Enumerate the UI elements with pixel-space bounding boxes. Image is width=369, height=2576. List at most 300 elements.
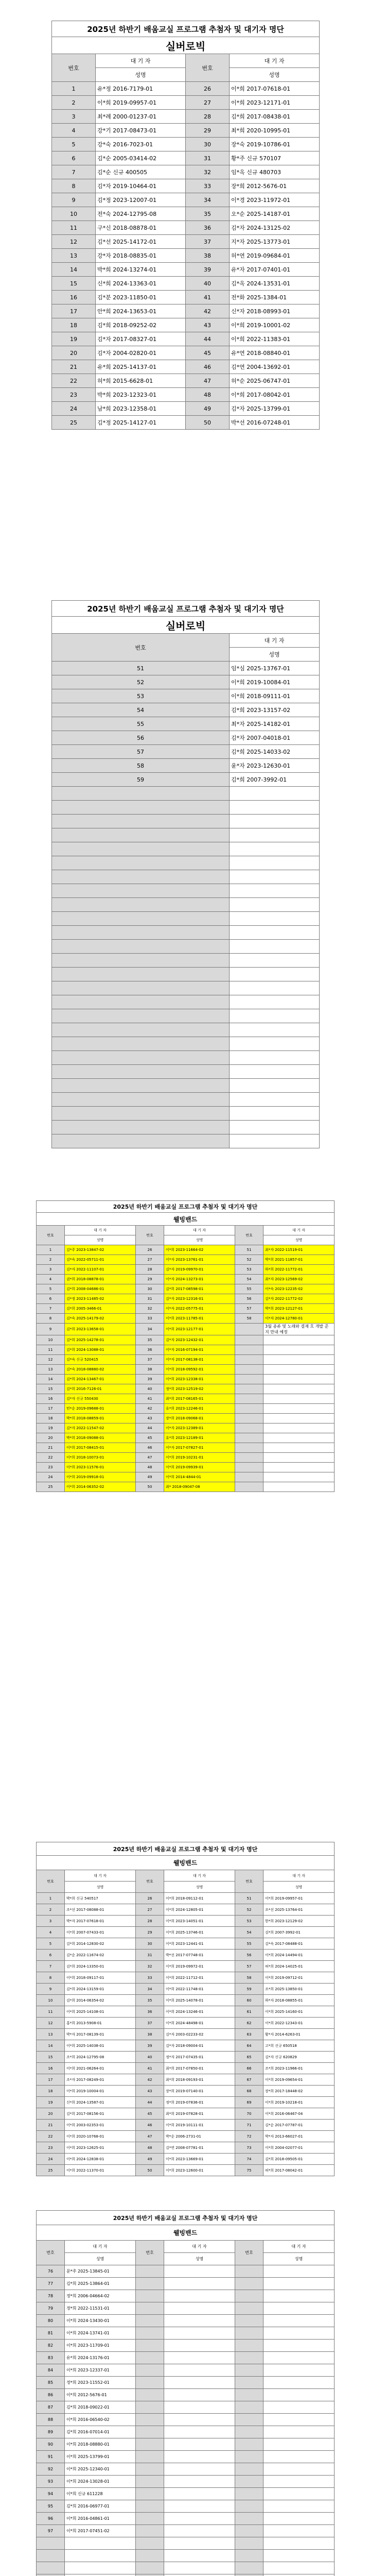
participant-cell: 이*희 2025-13746-01 [164,1927,235,1938]
participant-cell: 김*희 2025-14033-02 [230,745,320,759]
row-number: 11 [37,2006,65,2018]
participant-cell: 허*순 2025-06747-01 [230,374,320,388]
table-row [52,675,320,689]
table-row [37,2131,335,2142]
row-number: 27 [136,1904,164,1916]
participant-cell: 이*희 2021-06264-01 [65,2063,136,2074]
participant-cell: 하*자 2018-08855-01 [263,1995,335,2006]
participant-cell: 김*희 2007-3992-01 [263,1927,335,1938]
row-number: 56 [235,1950,263,1961]
row-number: 69 [235,2097,263,2108]
row-number [235,1375,263,1384]
table-row [52,165,320,179]
table-row [37,2500,335,2513]
participant-cell: 이*희 2025-14078-01 [164,1995,235,2006]
empty-row [52,1023,320,1037]
row-number: 17 [52,304,96,318]
row-number [235,1345,263,1355]
row-number: 21 [37,2120,65,2131]
participant-cell: 이*희 2024-13246-01 [164,2006,235,2018]
table-row [52,360,320,374]
row-number: 51 [52,662,230,675]
participant-cell: 이*희 2023-11664-02 [164,1245,235,1255]
participant-cell: 김*주 2023-13847-02 [65,1245,136,1255]
participant-cell: 김*자 2019-10464-01 [96,179,186,193]
table-row [37,1255,335,1265]
participant-cell: 이*희 2023-11576-01 [65,1463,136,1472]
participant-cell: 이*숙 2023-12235-02 [263,1284,335,1294]
table-row [37,1443,335,1453]
participant-cell: 박*희 신규 540517 [65,1893,136,1904]
participant-cell: 조*희 2025-13850-01 [263,1984,335,1995]
row-number: 24 [37,1472,65,1482]
row-number: 32 [136,1304,164,1314]
participant-cell [263,1335,335,1345]
participant-cell: 김*희 2025-14278-01 [65,1335,136,1345]
row-number: 43 [186,318,230,332]
row-number [136,2265,164,2278]
row-number: 85 [37,2377,65,2389]
row-number: 72 [235,2131,263,2142]
row-number: 13 [52,249,96,263]
note-cell: 3월 종류 및 노래와 결재 흐 개발 준지 만내 예정 [263,1324,335,1335]
row-number: 49 [186,402,230,416]
participant-cell: 이*희 2022-11712-01 [164,1972,235,1984]
row-number: 3 [37,1265,65,1275]
participant-cell: 이*희 2019-09957-01 [96,96,186,110]
row-number: 75 [235,2165,263,2176]
participant-cell [263,1423,335,1433]
participant-cell: 이*자 2016-07194-01 [164,1345,235,1355]
participant-cell [263,1443,335,1453]
participant-cell [263,2513,335,2525]
row-number: 37 [136,1355,164,1365]
row-number: 25 [37,2165,65,2176]
participant-cell: 이*희 2023-12171-01 [230,96,320,110]
row-number [136,2463,164,2476]
table-row [52,346,320,360]
row-number: 11 [37,1345,65,1355]
participant-cell: 오*순 2025-14187-01 [230,207,320,221]
row-number: 55 [235,1938,263,1950]
col-header-number: 번호 [52,634,230,662]
row-number: 3 [37,1916,65,1927]
participant-cell: 김*연 2004-13692-01 [230,360,320,374]
row-number [235,2513,263,2525]
participant-cell [263,2389,335,2401]
row-number: 92 [37,2463,65,2476]
row-number: 18 [37,2086,65,2097]
table-row [37,2315,335,2327]
table-row [52,235,320,249]
row-number: 39 [136,2040,164,2052]
row-number: 73 [235,2142,263,2154]
row-number: 40 [186,277,230,291]
participant-cell: 이*희 2019-10001-02 [230,318,320,332]
row-number: 14 [52,263,96,277]
participant-cell [263,1472,335,1482]
row-number: 16 [37,2063,65,2074]
participant-cell: 문*주 2025-13845-01 [65,2265,136,2278]
table-row [37,1365,335,1375]
row-number [136,2401,164,2414]
participant-cell [164,2476,235,2488]
participant-cell: 이*희 2022-12343-01 [263,2018,335,2029]
row-number: 2 [52,96,96,110]
row-number: 9 [37,1984,65,1995]
table-row [52,110,320,124]
row-number: 38 [136,2029,164,2040]
row-number [235,2352,263,2364]
row-number: 4 [52,124,96,138]
row-number: 41 [136,2063,164,2074]
row-number [235,1443,263,1453]
participant-cell [164,2500,235,2513]
participant-cell: 이*희 2023-13669-01 [164,2154,235,2165]
row-number [136,2500,164,2513]
empty-row [52,1051,320,1065]
row-number [235,2315,263,2327]
row-number: 2 [37,1255,65,1265]
table-row [37,1995,335,2006]
col-header-name: 성명 [230,68,320,82]
table-row [52,138,320,151]
col-header-waiting: 대 기 자 [65,1226,136,1235]
table-row [37,2352,335,2364]
row-number: 50 [136,1482,164,1492]
participant-cell: 조*선 2025-13764-01 [263,1904,335,1916]
row-number: 3 [52,110,96,124]
table-row [37,2389,335,2401]
sheet-title: 2025년 하반기 배움교실 프로그램 추첨자 및 대기자 명단 [37,1842,335,1856]
table-row [52,662,320,675]
participant-cell: 박*희 2023-12323-01 [96,388,186,402]
participant-cell: 이*희 2022-11748-01 [164,1984,235,1995]
participant-cell: 김*자 2024-13125-02 [230,221,320,235]
participant-cell [263,2525,335,2537]
row-number: 23 [37,2142,65,2154]
participant-cell: 황*주 신규 570107 [230,151,320,165]
table-row [37,2414,335,2426]
row-number [235,2500,263,2513]
participant-cell: 박*자 2017-08139-01 [65,2029,136,2040]
participant-cell: 김*희 2016-06977-01 [65,2500,136,2513]
row-number: 20 [37,2108,65,2120]
table-row [37,2278,335,2290]
row-number: 43 [136,1414,164,1423]
col-header-name: 성명 [263,1882,335,1893]
col-header-number: 번호 [235,1226,263,1245]
participant-cell: 이*희 2024-13741-01 [65,2327,136,2340]
participant-cell: 김*분 2023-11850-01 [96,291,186,304]
row-number: 83 [37,2352,65,2364]
roster-table [36,1842,335,2176]
participant-cell: 최*희 2017-08165-01 [164,1394,235,1404]
row-number: 40 [136,1384,164,1394]
participant-cell: 강*숙 2016-7023-01 [96,138,186,151]
participant-cell [164,2463,235,2476]
participant-cell [164,2290,235,2302]
row-number: 7 [37,1304,65,1314]
table-row [37,1335,335,1345]
col-header-name: 성명 [164,1235,235,1245]
table-row [52,263,320,277]
row-number: 74 [235,2154,263,2165]
row-number [235,2488,263,2500]
row-number: 91 [37,2451,65,2463]
participant-cell: 김*자 2025-13799-01 [230,402,320,416]
participant-cell: 김*순 2022-11674-02 [65,1950,136,1961]
participant-cell: 김*정 2023-11485-02 [65,1294,136,1304]
participant-cell: 유*연 2018-08840-01 [230,346,320,360]
participant-cell: 이*자 2022-05775-01 [164,1304,235,1314]
table-row [37,2377,335,2389]
table-row [52,151,320,165]
participant-cell: 김*희 2024-13350-01 [65,1961,136,1972]
participant-cell [164,2352,235,2364]
participant-cell: 최*자 2023-12569-02 [263,1275,335,1284]
participant-cell: 이*희 2019-09957-01 [263,1893,335,1904]
participant-cell: 조*자 2017-08249-01 [65,2074,136,2086]
participant-cell: 김*숙 2018-08880-02 [65,1365,136,1375]
row-number: 30 [136,1938,164,1950]
empty-row [52,1037,320,1051]
participant-cell: 이*희 2023-14051-01 [164,1916,235,1927]
row-number: 78 [37,2290,65,2302]
program-name: 웰빙밴드 [37,2225,335,2241]
empty-row [52,870,320,884]
participant-cell: 김*희 2017-08438-01 [230,110,320,124]
row-number: 10 [52,207,96,221]
row-number: 47 [136,2131,164,2142]
participant-cell: 정*자 2017-07435-01 [164,2052,235,2063]
row-number: 21 [52,360,96,374]
empty-row [52,856,320,870]
row-number: 5 [52,138,96,151]
row-number: 54 [235,1275,263,1284]
participant-cell [164,2414,235,2426]
row-number: 34 [136,1324,164,1335]
sheet-title: 2025년 하반기 배움교실 프로그램 추첨자 및 대기자 명단 [52,601,320,617]
participant-cell [263,1355,335,1365]
participant-cell: 유*자 2017-07401-01 [230,263,320,277]
row-number: 22 [37,2131,65,2142]
participant-cell: 이*희 2007-07433-01 [65,1927,136,1938]
participant-cell [164,2389,235,2401]
row-number [235,1433,263,1443]
participant-cell [164,2525,235,2537]
row-number: 46 [136,1443,164,1453]
row-number: 34 [136,1984,164,1995]
participant-cell: 정*희 2023-11552-01 [65,2377,136,2389]
row-number [136,2389,164,2401]
participant-cell: 박*선 2017-07748-01 [164,1950,235,1961]
table-row [52,717,320,731]
table-row [37,2426,335,2438]
participant-cell: 하*희 2022-11772-01 [263,1265,335,1275]
empty-row [37,2562,335,2574]
empty-row [52,1121,320,1134]
participant-cell: 김*희 2024-13159-01 [65,1984,136,1995]
participant-cell: 이*희 2016-06540-02 [65,2414,136,2426]
participant-cell [164,2488,235,2500]
roster-table [51,21,320,430]
participant-cell: 최*희 2018-09193-01 [164,2074,235,2086]
participant-cell [263,2340,335,2352]
row-number [136,2278,164,2290]
participant-cell: 박*자 2017-07618-01 [65,1916,136,1927]
program-name: 실버로빅 [52,37,320,54]
participant-cell: 전*화 2025-1384-01 [230,291,320,304]
col-header-name: 성명 [65,1882,136,1893]
participant-cell: 김*숙 2025-14179-02 [65,1314,136,1324]
row-number: 32 [186,165,230,179]
table-row [37,2488,335,2500]
row-number: 45 [186,346,230,360]
participant-cell: 김*자 신규 550430 [65,1394,136,1404]
row-number: 37 [136,2018,164,2029]
participant-cell: 허*희 2015-6628-01 [96,374,186,388]
row-number: 42 [186,304,230,318]
participant-cell: 권*희 2018-08878-01 [65,1275,136,1284]
row-number: 7 [37,1961,65,1972]
col-header-number: 번호 [136,1226,164,1245]
row-number: 66 [235,2063,263,2074]
participant-cell [263,2451,335,2463]
participant-cell [164,2315,235,2327]
participant-cell [263,1365,335,1375]
row-number [235,1404,263,1414]
row-number [235,2401,263,2414]
col-header-waiting: 대 기 자 [230,54,320,68]
row-number: 10 [37,1335,65,1345]
empty-row [37,2537,335,2550]
table-row [37,2476,335,2488]
row-number: 16 [37,1394,65,1404]
empty-row [52,828,320,842]
table-row [37,2165,335,2176]
row-number: 68 [235,2086,263,2097]
participant-cell: 김*자 2022-11772-02 [263,1294,335,1304]
participant-cell: 유*희 2024-13176-01 [65,2352,136,2364]
participant-cell [164,2438,235,2451]
row-number: 46 [136,2120,164,2131]
participant-cell: 이*희 2004-02077-01 [263,2142,335,2154]
row-number: 24 [37,2154,65,2165]
participant-cell: 장*희 2018-09068-01 [164,1414,235,1423]
roster-table [36,2210,335,2576]
participant-cell [164,2340,235,2352]
row-number: 26 [136,1245,164,1255]
participant-cell: 이*희 2003-02353-01 [65,2120,136,2131]
participant-cell: 이*희 2024-13430-01 [65,2315,136,2327]
row-number: 42 [136,1404,164,1414]
participant-cell: 이*희 2023-11785-01 [164,1314,235,1324]
participant-cell: 정*희 2006-04664-02 [65,2290,136,2302]
row-number: 39 [186,263,230,277]
row-number: 10 [37,1995,65,2006]
table-row [52,318,320,332]
participant-cell: 신*자 2018-08993-01 [230,304,320,318]
participant-cell: 김*희 2023-13157-02 [230,703,320,717]
row-number [235,1423,263,1433]
col-header-name: 성명 [263,1235,335,1245]
participant-cell: 장*숙 2019-10786-01 [230,138,320,151]
row-number: 5 [37,1284,65,1294]
table-row [37,2063,335,2074]
participant-cell [263,2265,335,2278]
col-header-number: 번호 [52,54,96,82]
participant-cell: 유*정 2016-7179-01 [96,82,186,96]
table-row [37,1404,335,1414]
row-number: 23 [37,1463,65,1472]
table-row [37,1245,335,1255]
row-number: 18 [52,318,96,332]
table-row [52,731,320,745]
participant-cell: 김*숙 2022-05711-01 [65,1255,136,1265]
table-row [37,1893,335,1904]
empty-row [52,842,320,856]
table-row [52,193,320,207]
row-number: 30 [186,138,230,151]
table-row [37,2265,335,2278]
table-row [37,1423,335,1433]
row-number: 44 [136,2097,164,2108]
participant-cell: 김*희 2018-09505-01 [263,2154,335,2165]
row-number: 15 [52,277,96,291]
row-number [235,1335,263,1345]
table-row [52,416,320,430]
row-number: 1 [52,82,96,96]
empty-row [52,787,320,801]
participant-cell: 김*희 2008-04686-01 [65,1284,136,1294]
participant-cell [164,2401,235,2414]
row-number [235,2476,263,2488]
table-row [52,82,320,96]
participant-cell: 최*자 2022-11519-01 [263,1245,335,1255]
row-number: 6 [37,1950,65,1961]
participant-cell [263,2414,335,2426]
row-number: 81 [37,2327,65,2340]
table-row [52,221,320,235]
row-number: 48 [136,1463,164,1472]
table-row [37,1950,335,1961]
row-number [136,2438,164,2451]
row-number: 90 [37,2438,65,2451]
row-number [235,1414,263,1423]
participant-cell: 이*희 2024-13028-01 [65,2476,136,2488]
empty-row [52,912,320,926]
row-number: 26 [186,82,230,96]
participant-cell: 이*희 2014-4844-01 [164,1472,235,1482]
participant-cell [263,2315,335,2327]
table-row [37,1275,335,1284]
col-header-number: 번호 [186,54,230,82]
row-number: 31 [136,1950,164,1961]
empty-row [52,1107,320,1121]
col-header-name: 성명 [230,648,320,662]
participant-cell [263,2377,335,2389]
table-row [52,745,320,759]
participant-cell [164,2278,235,2290]
participant-cell: 박*희 2024-13274-01 [96,263,186,277]
row-number: 71 [235,2120,263,2131]
participant-cell: 김*희 2025-13864-01 [65,2278,136,2290]
row-number: 76 [37,2265,65,2278]
participant-cell: 강*자 2018-08835-01 [96,249,186,263]
participant-cell [263,1394,335,1404]
participant-cell: 신*희 2024-13587-01 [65,2097,136,2108]
